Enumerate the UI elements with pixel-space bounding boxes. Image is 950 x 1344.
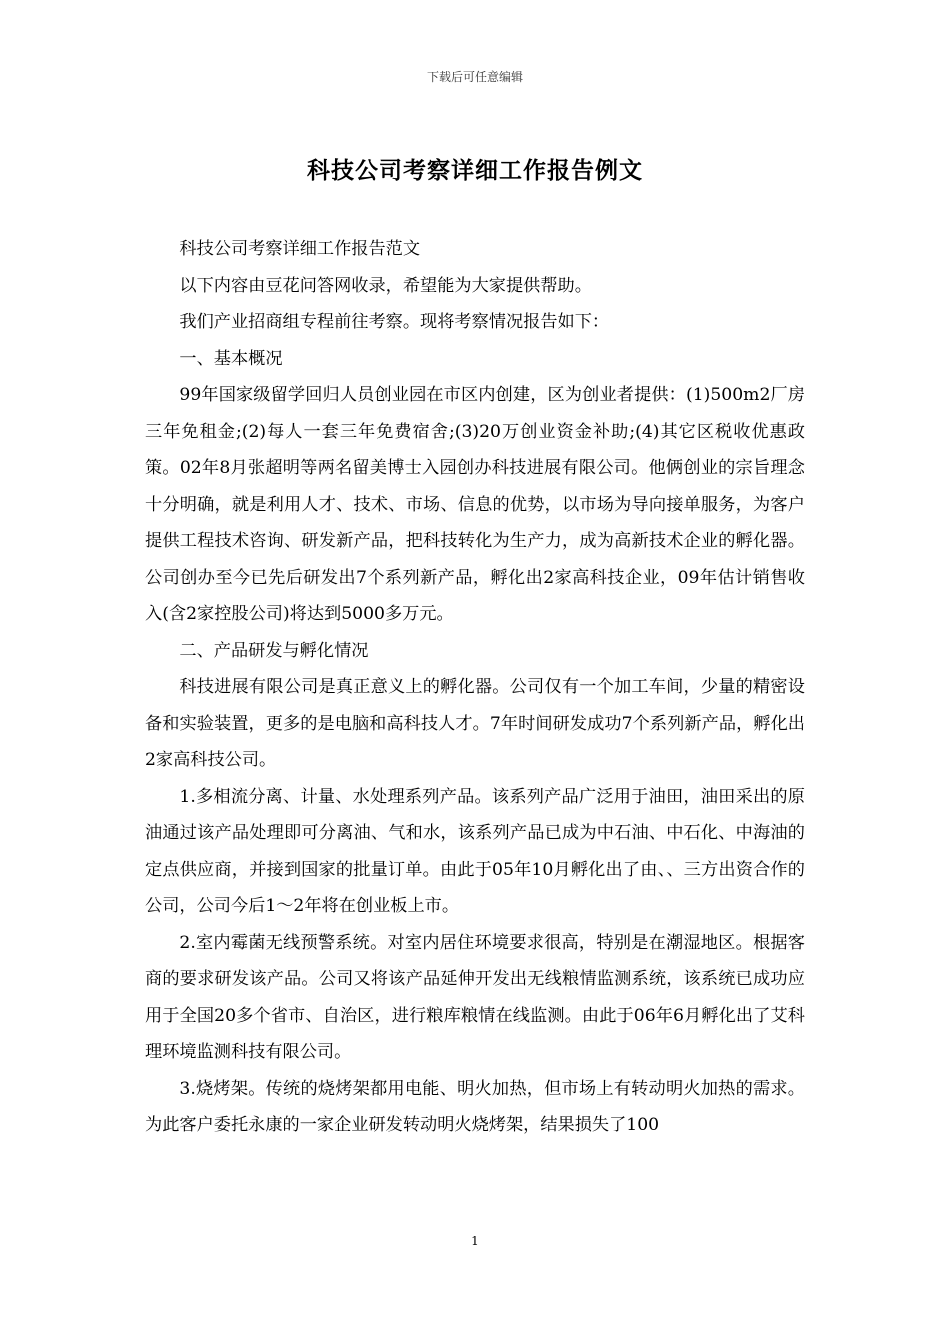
page-number: 1: [471, 1234, 479, 1248]
paragraph-product-2: 2.室内霉菌无线预警系统。对室内居住环境要求很高，特别是在潮湿地区。根据客商的要求研发该产品。公司又将该产品延伸开发出无线粮情监测系统，该系统已成功应用于全国20多个省市、自治区，进行粮库粮情在线监测。由此于06年6月孵化出了艾科理环境监测科技有限公司。: [145, 932, 805, 1062]
paragraph-products-intro: 科技进展有限公司是真正意义上的孵化器。公司仅有一个加工车间，少量的精密设备和实验装置，更多的是电脑和高科技人才。7年时间研发成功7个系列新产品，孵化出2家高科技公司。: [145, 677, 805, 770]
paragraph-subtitle: 科技公司考察详细工作报告范文: [179, 239, 421, 259]
paragraph-product-3: 3.烧烤架。传统的烧烤架都用电能、明火加热，但市场上有转动明火加热的需求。为此客户委托永康的一家企业研发转动明火烧烤架，结果损失了100: [145, 1078, 805, 1135]
paragraph-source-note: 以下内容由豆花问答网收录，希望能为大家提供帮助。: [179, 275, 592, 296]
document-body: [145, 231, 805, 1144]
document-title: 科技公司考察详细工作报告例文: [307, 157, 643, 184]
paragraph-intro: 我们产业招商组专程前往考察。现将考察情况报告如下：: [179, 312, 610, 332]
section-heading-overview: 一、基本概况: [179, 348, 283, 369]
section-heading-products: 二、产品研发与孵化情况: [179, 640, 369, 661]
paragraph-product-1: 1.多相流分离、计量、水处理系列产品。该系列产品广泛用于油田，油田采出的原油通过该产品处理即可分离油、气和水，该系列产品已成为中石油、中石化、中海油的定点供应商，并接到国家的批量订单。由此于05年10月孵化出了由、、三方出资合作的公司，公司今后1～2年将在创业板上市。: [145, 786, 805, 916]
paragraph-overview: 99年国家级留学回归人员创业园在市区内创建，区为创业者提供：(1)500m2厂房三年免租金;(2)每人一套三年免费宿舍;(3)20万创业资金补助;(4)其它区税收优惠政策。02年8月张超明等两名留美博士入园创办科技进展有限公司。他俩创业的宗旨理念十分明确，就是利用人才、技术、市场、信息的优势，以市场为导向接单服务，为客户提供工程技术咨询、研发新产品，把科技转化为生产力，成为高新技术企业的孵化器。公司创办至今已先后研发出7个系列新产品，孵化出2家高科技企业，09年估计销售收入(含2家控股公司)将达到5000多万元。: [145, 385, 805, 624]
header-note: 下载后可任意编辑: [426, 70, 523, 84]
